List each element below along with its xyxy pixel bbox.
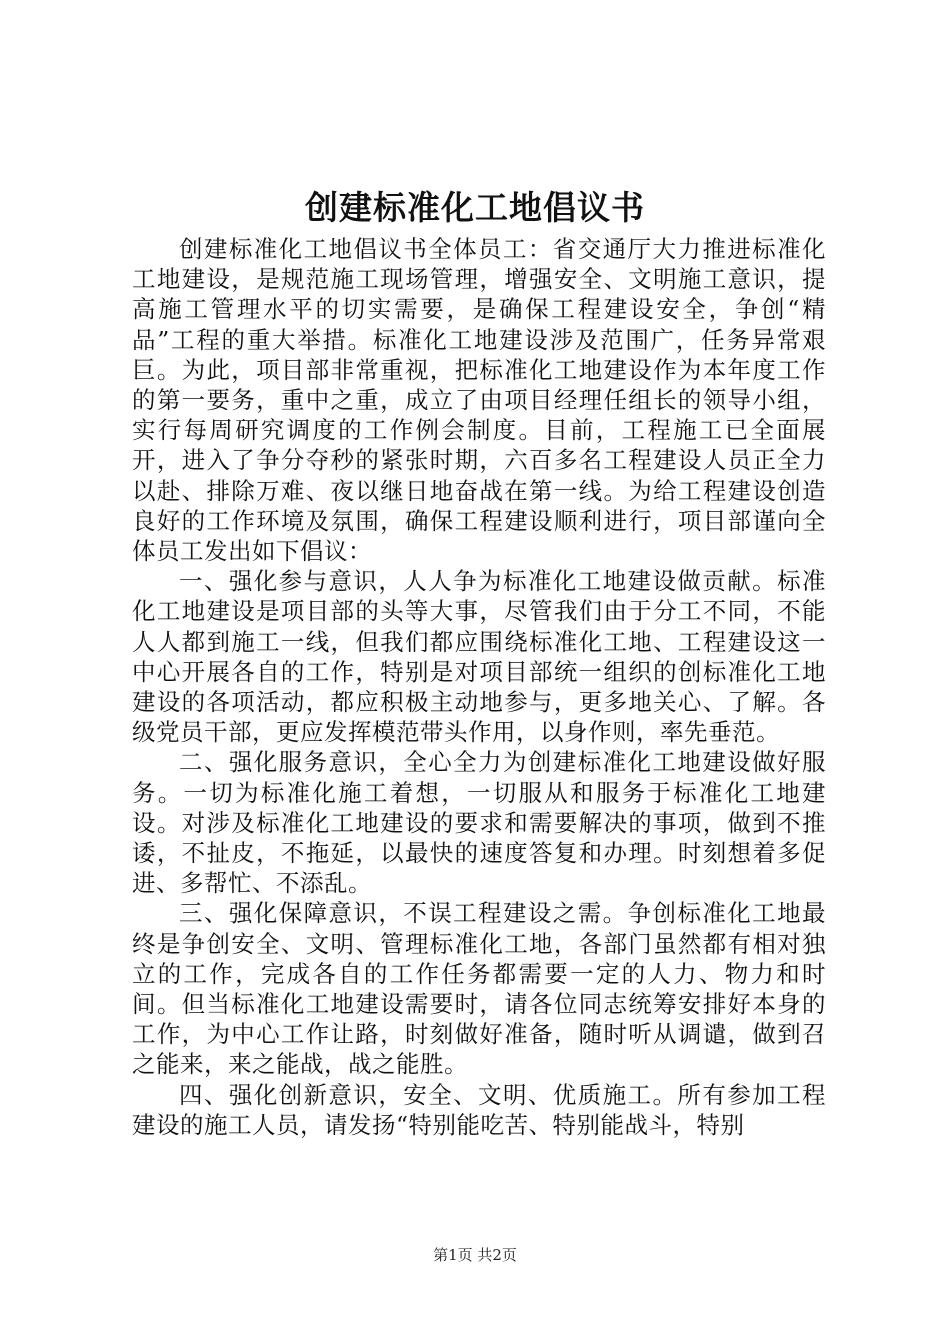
page-footer xyxy=(0,1245,950,1265)
paragraph-item-3: 三、强化保障意识，不误工程建设之需。争创标准化工地最终是争创安全、文明、管理标准化工地，各部门虽然都有相对独立的工作，完成各自的工作任务都需要一定的人力、物力和时间。但当标准化工地建设需要时，请各位同志统筹安排好本身的工作，为中心工作让路，时刻做好准备，随时听从调谴，做到召之能来，来之能战，战之能胜。 xyxy=(132,899,826,1079)
document-body xyxy=(132,234,826,1140)
paragraph-item-2: 二、强化服务意识，全心全力为创建标准化工地建设做好服务。一切为标准化施工着想，一切服从和服务于标准化工地建设。对涉及标准化工地建设的要求和需要解决的事项，做到不推诿，不扯皮，不拖延，以最快的速度答复和办理。时刻想着多促进、多帮忙、不添乱。 xyxy=(132,748,826,898)
paragraph-intro: 创建标准化工地倡议书全体员工：省交通厅大力推进标准化工地建设，是规范施工现场管理，增强安全、文明施工意识，提高施工管理水平的切实需要，是确保工程建设安全，争创“精品”工程的重大举措。标准化工地建设涉及范围广，任务异常艰巨。为此，项目部非常重视，把标准化工地建设作为本年度工作的第一要务，重中之重，成立了由项目经理任组长的领导小组，实行每周研究调度的工作例会制度。目前，工程施工已全面展开，进入了争分夺秒的紧张时期，六百多名工程建设人员正全力以赴、排除万难、夜以继日地奋战在第一线。为给工程建设创造良好的工作环境及氛围，确保工程建设顺利进行，项目部谨向全体员工发出如下倡议： xyxy=(132,235,826,566)
page-number: 第1页 共2页 xyxy=(433,1246,517,1264)
paragraph-item-4: 四、强化创新意识，安全、文明、优质施工。所有参加工程建设的施工人员，请发扬“特别能吃苦、特别能战斗，特别 xyxy=(132,1080,826,1139)
document-title: 创建标准化工地倡议书 xyxy=(305,188,645,227)
paragraph-item-1: 一、强化参与意识，人人争为标准化工地建设做贡献。标准化工地建设是项目部的头等大事，尽管我们由于分工不同，不能人人都到施工一线，但我们都应围绕标准化工地、工程建设这一中心开展各自的工作，特别是对项目部统一组织的创标准化工地建设的各项活动，都应积极主动地参与，更多地关心、了解。各级党员干部，更应发挥模范带头作用，以身作则，率先垂范。 xyxy=(132,567,826,747)
